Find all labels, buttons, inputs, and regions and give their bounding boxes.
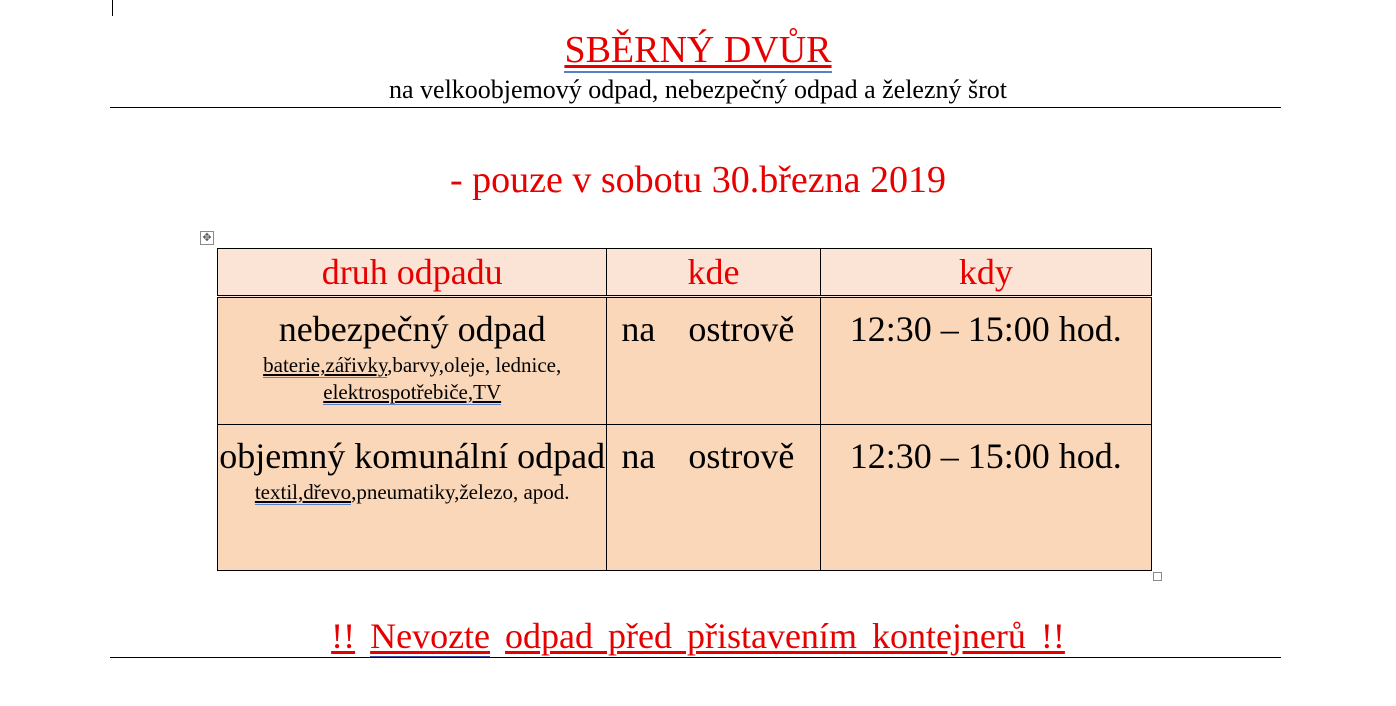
footer-divider [110, 657, 1281, 658]
date-notice: - pouze v sobotu 30.března 2019 [450, 159, 946, 201]
page-subtitle: na velkoobjemový odpad, nebezpečný odpad a železný šrot [389, 75, 1007, 104]
time-text: 12:30 – 15:00 hod. [849, 309, 1122, 349]
title-text: SBĚRNÝ DVŮR [564, 29, 832, 71]
detail-rest: ,pneumatiky,železo, apod. [351, 480, 570, 504]
time-text: 12:30 – 15:00 hod. [849, 436, 1122, 476]
table-header-row [218, 249, 1152, 297]
waste-type-detail [218, 352, 606, 406]
waste-type-detail [218, 479, 606, 506]
header-place: kde [607, 249, 820, 297]
warning-notice [0, 614, 1396, 658]
waste-type-cell[interactable] [218, 297, 607, 425]
warning-word: Nevozte [370, 616, 491, 656]
header-time: kdy [820, 249, 1151, 297]
waste-type-name: nebezpečný odpad [278, 309, 546, 349]
warning-prefix: !! [331, 616, 356, 656]
place-text: na ostrově [621, 436, 795, 476]
warning-rest: odpad před přistavením kontejnerů !! [505, 616, 1065, 656]
table-row [218, 297, 1152, 425]
text-cursor [112, 0, 113, 16]
waste-type-cell[interactable] [218, 425, 607, 571]
table-resize-handle[interactable] [1153, 572, 1162, 581]
table-row [218, 425, 1152, 571]
detail-line2: elektrospotřebiče,TV [323, 380, 502, 404]
page-title [0, 28, 1396, 72]
place-cell[interactable] [607, 425, 820, 571]
detail-underlined: textil,dřevo [254, 480, 352, 504]
time-cell[interactable] [820, 425, 1151, 571]
waste-type-name: objemný komunální odpad [219, 436, 606, 476]
detail-rest: ,barvy,oleje, lednice, [387, 353, 562, 377]
detail-underlined: baterie,zářivky [263, 353, 388, 377]
header-waste-type: druh odpadu [218, 249, 607, 297]
time-cell[interactable] [820, 297, 1151, 425]
table-move-icon[interactable]: ✥ [200, 231, 214, 245]
place-text: na ostrově [621, 309, 795, 349]
waste-schedule-table [217, 248, 1152, 571]
place-cell[interactable] [607, 297, 820, 425]
header-divider [110, 107, 1281, 108]
